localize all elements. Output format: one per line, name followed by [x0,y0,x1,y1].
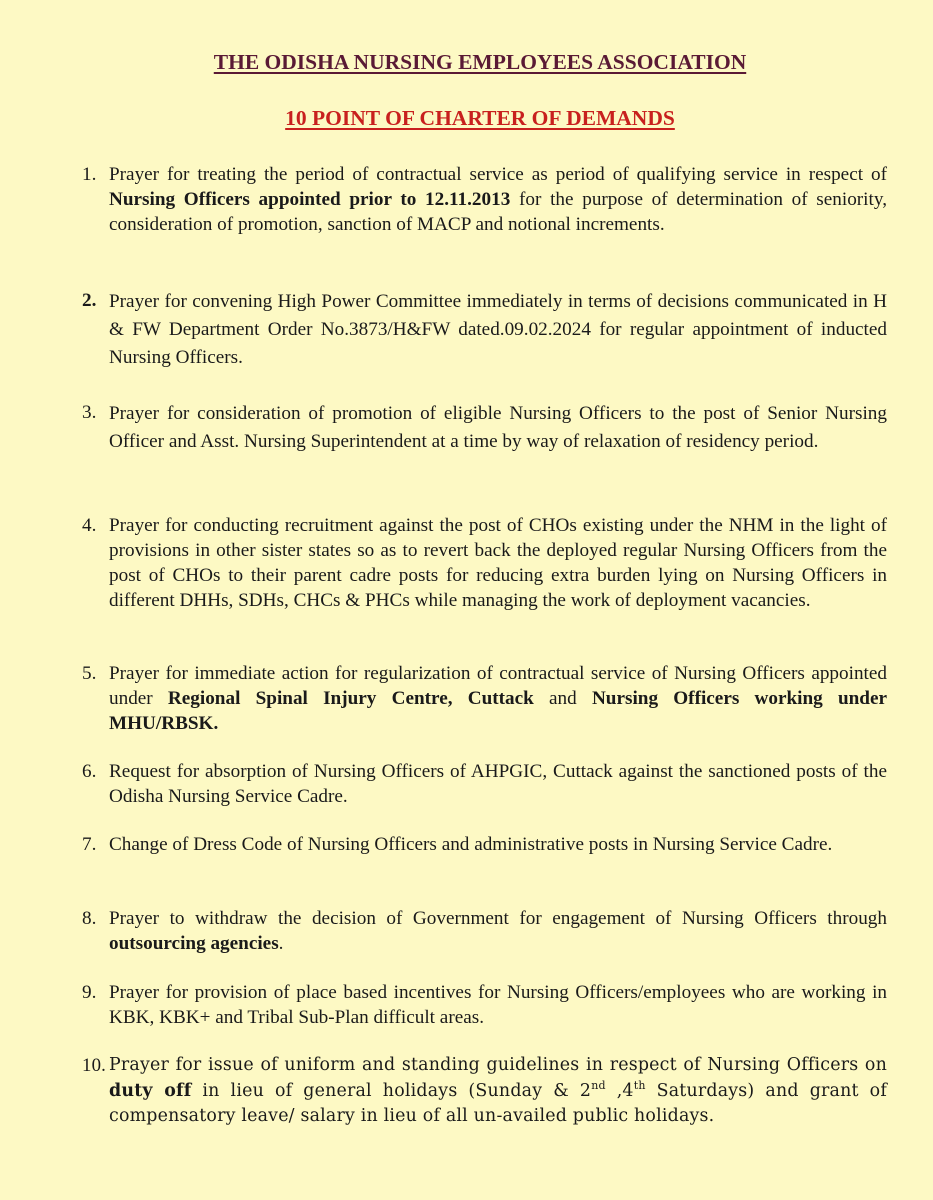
item-number: 8. [82,908,97,929]
item-number: 2. [82,290,97,311]
charter-subtitle: 10 POINT OF CHARTER OF DEMANDS [285,106,675,130]
demand-item-5 [82,661,887,736]
demand-item-9 [82,980,887,1030]
item-text: Prayer for conducting recruitment against the post of CHOs existing under the NHM in the light of provisions in other sister states so as to revert back the deployed regular Nursing Officers from the post of CHOs to their parent cadre posts for reducing extra burden lying on Nursing Officers in different DHHs, SDHs, CHCs & PHCs while managing the work of deployment vacancies. [109,515,887,611]
bold-text: Regional Spinal Injury Centre, Cuttack [167,688,534,709]
superscript: th [633,1078,646,1092]
demand-item-6 [82,759,887,809]
item-text: Request for absorption of Nursing Officers of AHPGIC, Cuttack against the sanctioned posts of the Odisha Nursing Service Cadre. [109,761,887,807]
item-text [109,906,887,956]
text-span: in lieu of general holidays (Sunday & 2 [191,1080,592,1101]
demand-item-4 [82,513,887,613]
demand-item-8 [82,906,887,956]
item-text [109,162,887,237]
item-number: 6. [82,761,97,782]
item-number: 9. [82,982,97,1003]
item-text: Prayer for provision of place based incentives for Nursing Officers/employees who are working in KBK, KBK+ and Tribal Sub-Plan difficult areas. [109,982,887,1028]
demand-item-1 [82,162,887,237]
item-text: Prayer for convening High Power Committee immediately in terms of decisions communicated in H & FW Department Order No.3873/H&FW dated.09.02.2024 for regular appointment of inducted Nursing Officers. [109,291,887,368]
text-span: . [278,933,284,954]
demand-item-3 [82,400,887,456]
text-span: Prayer for immediate action for regularization of contractual service of Nursing Officers appointed under [109,663,887,709]
bold-text: duty off [109,1080,192,1101]
text-span: Prayer to withdraw the decision of Government for engagement of Nursing Officers through [109,908,887,929]
association-title: THE ODISHA NURSING EMPLOYEES ASSOCIATION [213,50,747,74]
text-span: Prayer for treating the period of contractual service as period of qualifying service in respect of [109,164,887,185]
text-span: Saturdays) and grant of compensatory leave/ salary in lieu of all un-availed public holidays. [109,1080,887,1126]
item-text: Prayer for consideration of promotion of eligible Nursing Officers to the post of Senior Nursing Officer and Asst. Nursing Superintendent at a time by way of relaxation of residency period. [109,403,887,452]
item-number: 4. [82,515,97,536]
demand-item-2 [82,288,887,372]
bold-text: outsourcing agencies [109,933,279,954]
bold-text: Nursing Officers working under MHU/RBSK. [109,688,887,734]
item-text [109,661,887,736]
text-span: ,4 [605,1080,634,1101]
item-number: 10. [82,1055,107,1076]
demand-item-10 [82,1053,887,1130]
demand-item-7 [82,832,887,857]
item-text [109,1053,887,1130]
text-span: Prayer for issue of uniform and standing guidelines in respect of Nursing Officers on [109,1055,887,1075]
item-number: 1. [82,164,97,185]
superscript: nd [591,1078,606,1092]
text-span: for the purpose of determination of seniority, consideration of promotion, sanction of MACP and notional increments. [109,189,887,235]
item-number: 5. [82,663,97,684]
item-number: 7. [82,834,97,855]
text-span: and [533,688,592,709]
bold-text: Nursing Officers appointed prior to 12.11.2013 [109,189,511,210]
item-number: 3. [82,402,97,423]
item-text: Change of Dress Code of Nursing Officers and administrative posts in Nursing Service Cadre. [109,834,833,855]
